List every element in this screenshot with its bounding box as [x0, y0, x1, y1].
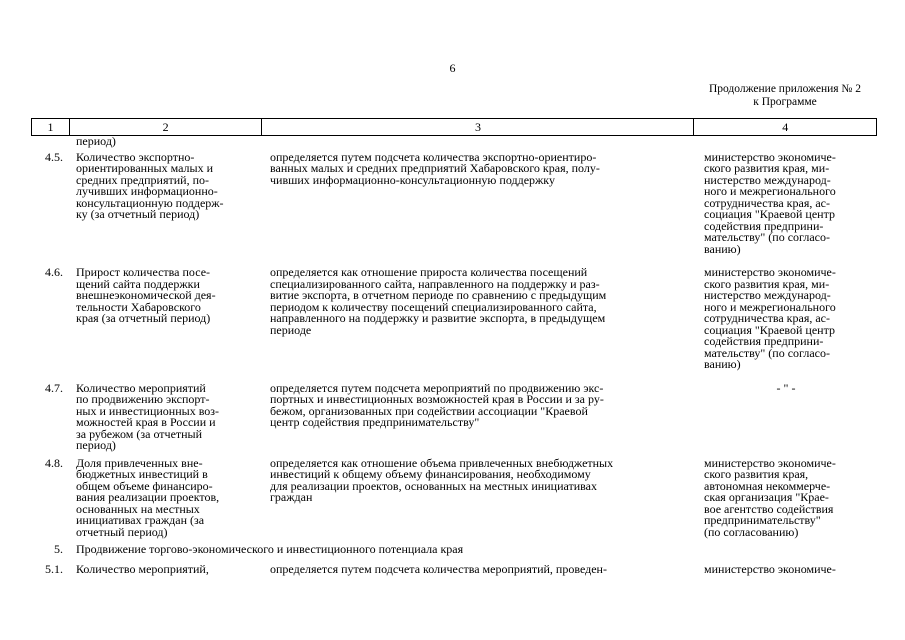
text-line: края (за отчетный период): [76, 311, 211, 325]
continuation-line: Продолжение приложения № 2: [708, 83, 862, 95]
table-row: [31, 561, 877, 576]
table-row: [31, 267, 877, 371]
text-line: основанных на местных: [76, 501, 200, 516]
indicator-cell: [69, 267, 262, 371]
text-line: внешнеэкономической дея-: [76, 288, 216, 302]
text-line: ного и межрегионального: [704, 299, 836, 314]
text-line: ного и межрегионального: [704, 184, 836, 198]
page-number: 6: [449, 61, 456, 75]
text-line: ванию): [704, 357, 741, 371]
indicator-cell: [69, 149, 262, 256]
row-number: 4.7.: [45, 380, 63, 395]
text-line: ориентированных малых и: [76, 161, 213, 175]
text-line: для реализации проектов, основанных на местных инициативах: [270, 478, 598, 493]
table-header: [31, 118, 877, 136]
method-cell: [262, 267, 695, 371]
text-line: лучивших информационно-: [76, 184, 218, 198]
text-line: определяется путем подсчета мероприятий по продвижению экс-: [270, 380, 604, 395]
text-line: консультационную поддерж-: [76, 195, 224, 210]
text-line: мательству" (по согласо-: [704, 230, 830, 244]
text-line: отчетный период): [76, 524, 168, 539]
text-line: содействия предприни-: [704, 218, 824, 233]
text-line: сотрудничества края, ас-: [704, 195, 830, 210]
responsible-cell: [695, 380, 877, 452]
indicator-cell: [69, 455, 262, 539]
text-line: средних предприятий, по-: [76, 172, 210, 187]
text-line: общем объеме финансиро-: [76, 478, 213, 493]
indicator-cell: [69, 380, 262, 452]
text-line: инвестиций к общему объему финансирования, необходимому: [270, 467, 591, 481]
text-line: ных и инвестиционных воз-: [76, 403, 220, 418]
text-line: бюджетных инвестиций в: [76, 467, 208, 481]
column-header: 2: [70, 119, 263, 135]
column-header: 1: [32, 119, 70, 135]
text-line: ку (за отчетный период): [76, 207, 200, 221]
responsible-cell: [695, 455, 877, 539]
section-row: [31, 544, 877, 556]
text-line: министерство экономиче-: [704, 455, 836, 470]
text-line: Количество экспортно-: [76, 149, 195, 164]
table-body: [31, 136, 877, 575]
text-line: ванию): [704, 241, 741, 256]
text-line: содействия предприни-: [704, 334, 824, 348]
text-line: социация "Краевой центр: [704, 322, 835, 337]
text-line: бежом, организованных при содействии ассоциации "Краевой: [270, 403, 588, 418]
text-line: Количество мероприятий: [76, 380, 206, 395]
text-line: портных и инвестиционных возможностей края в России и за ру-: [270, 392, 604, 406]
row-number: 4.5.: [45, 149, 63, 164]
text-line: периодом к количеству посещений специализированного сайта,: [270, 299, 597, 314]
responsible-cell: [695, 561, 877, 576]
method-cell: [262, 455, 695, 539]
text-line: министерство экономиче-: [704, 561, 836, 576]
text-line: период): [76, 438, 116, 452]
text-line: автономная некоммерче-: [704, 478, 831, 493]
responsible-cell: [695, 149, 877, 256]
text-line: сотрудничества края, ас-: [704, 311, 830, 325]
text-line: ского развития края, ми-: [704, 161, 830, 175]
text-line: ванных малых и средних предприятий Хабаровского края, полу-: [270, 161, 600, 175]
text-line: министерство экономиче-: [704, 265, 836, 279]
column-header: 4: [782, 119, 789, 134]
text-line: (по согласованию): [704, 524, 799, 539]
text-line: ская организация "Крае-: [704, 490, 829, 504]
text-line: вое агентство содействия: [704, 501, 834, 516]
row-number: 5.1.: [45, 561, 63, 576]
text-line: за рубежом (за отчетный: [76, 426, 203, 441]
text-line: инициативах граждан (за: [76, 513, 205, 527]
method-cell: [262, 380, 695, 452]
table-row: [31, 149, 877, 256]
text-line: периоде: [270, 322, 312, 337]
responsible-cell: [695, 267, 877, 371]
continuation-note: [690, 83, 880, 109]
text-line: определяется как отношение объема привлеченных внебюджетных: [270, 455, 614, 470]
column-header: 3: [262, 119, 694, 135]
row-number: 4.8.: [45, 455, 63, 470]
method-cell: [262, 561, 695, 576]
text-line: специализированного сайта, направленного на поддержку и раз-: [270, 276, 600, 291]
method-cell: [262, 149, 695, 256]
text-line: граждан: [270, 490, 313, 504]
continuation-line: к Программе: [753, 96, 817, 108]
table-row: [31, 455, 877, 539]
text-line: ского развития края,: [704, 467, 809, 481]
indicator-cell: [69, 561, 262, 576]
text-line: определяется как отношение прироста количества посещений: [270, 265, 588, 279]
text-line: Количество мероприятий,: [76, 561, 209, 576]
text-line: социация "Краевой центр: [704, 207, 835, 221]
text-line: направленного на поддержку и развитие экспорта, в предыдущем: [270, 311, 606, 325]
text-line: предпринимательству": [704, 513, 821, 527]
text-line: можностей края в России и: [76, 415, 216, 429]
text-line: по продвижению экспорт-: [76, 392, 210, 406]
text-line: нистерство международ-: [704, 172, 831, 187]
text-line: определяется путем подсчета количества экспортно-ориентиро-: [270, 149, 597, 164]
text-line: министерство экономиче-: [704, 149, 836, 164]
section-number: 5.: [54, 542, 63, 556]
text-line: вания реализации проектов,: [76, 490, 220, 504]
text-line: щений сайта поддержки: [76, 276, 200, 291]
text-line: нистерство международ-: [704, 288, 831, 302]
text-line: определяется путем подсчета количества мероприятий, проведен-: [270, 561, 607, 576]
carryover-row: [31, 136, 877, 148]
text-line: центр содействия предпринимательству": [270, 415, 480, 429]
text-line: витие экспорта, в отчетном периоде по сравнению с предыдущим: [270, 288, 607, 302]
table-row: [31, 380, 877, 452]
row-number: 4.6.: [45, 265, 63, 279]
carryover-text: период): [76, 134, 116, 148]
section-title: Продвижение торгово-экономического и инвестиционного потенциала края: [76, 542, 464, 556]
text-line: Доля привлеченных вне-: [76, 455, 203, 470]
text-line: мательству" (по согласо-: [704, 345, 830, 360]
text-line: чивших информационно-консультационную поддержку: [270, 172, 555, 187]
text-line: ского развития края, ми-: [704, 276, 830, 291]
text-line: тельности Хабаровского: [76, 299, 201, 314]
ditto-mark: - " -: [776, 380, 796, 395]
text-line: Прирост количества посе-: [76, 265, 211, 279]
